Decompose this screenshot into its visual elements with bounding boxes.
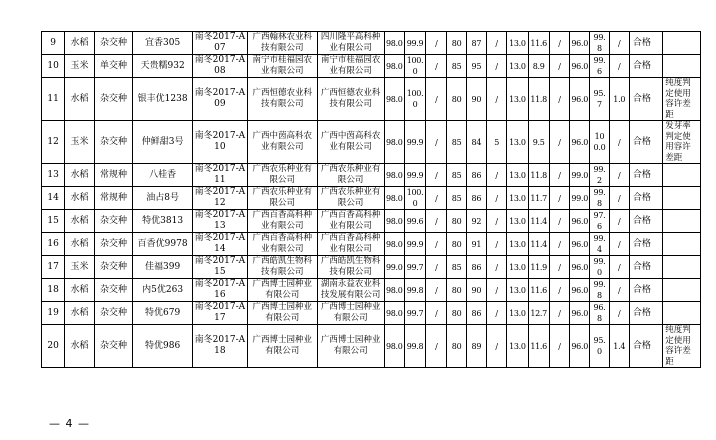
germination-standard-cell: 85 xyxy=(447,187,466,210)
applicant-cell: 广西博士园种业有限公司 xyxy=(247,279,317,302)
table-row xyxy=(42,210,701,233)
variety-name-cell: 特优3813 xyxy=(133,210,193,233)
variety-name-cell: 银丰优1238 xyxy=(133,78,193,121)
cleanliness-tolerance-cell: / xyxy=(609,233,629,256)
moisture-standard-cell: 13.0 xyxy=(507,302,528,325)
purity-standard-cell: 98.0 xyxy=(384,210,404,233)
purity-value-cell: 99.8 xyxy=(404,325,425,368)
applicant-cell: 南宁市桂福园农业有限公司 xyxy=(247,55,317,78)
remark-cell: 纯度判定使用容许差距 xyxy=(663,78,701,121)
sample-code-cell: 南冬2017-A15 xyxy=(193,256,248,279)
sample-code-cell: 南冬2017-A14 xyxy=(193,233,248,256)
purity-tolerance-cell: / xyxy=(426,55,447,78)
applicant-cell: 广西中茵高科农业有限公司 xyxy=(247,121,317,164)
moisture-value-cell: 11.8 xyxy=(528,78,549,121)
germination-tolerance-cell: / xyxy=(486,210,506,233)
purity-tolerance-cell: / xyxy=(426,32,447,55)
germination-standard-cell: 80 xyxy=(447,302,466,325)
cleanliness-tolerance-cell: / xyxy=(609,210,629,233)
producer-cell: 广西中茵高科农业有限公司 xyxy=(317,121,384,164)
cleanliness-value-cell: 99.8 xyxy=(590,279,609,302)
cleanliness-value-cell: 99.4 xyxy=(590,233,609,256)
purity-tolerance-cell: / xyxy=(426,256,447,279)
germination-tolerance-cell: / xyxy=(486,32,506,55)
cleanliness-standard-cell: 96.0 xyxy=(570,256,590,279)
variety-name-cell: 特优679 xyxy=(133,302,193,325)
row-number-cell: 16 xyxy=(42,233,65,256)
remark-cell xyxy=(663,233,701,256)
table-row xyxy=(42,256,701,279)
purity-standard-cell: 98.0 xyxy=(384,325,404,368)
table-row xyxy=(42,121,701,164)
row-number-cell: 19 xyxy=(42,302,65,325)
variety-name-cell: 八桂香 xyxy=(133,164,193,187)
applicant-cell: 广西农乐种业有限公司 xyxy=(247,187,317,210)
seed-type-cell: 杂交种 xyxy=(94,121,133,164)
cleanliness-value-cell: 100.0 xyxy=(590,121,609,164)
variety-name-cell: 仲鲜甜3号 xyxy=(133,121,193,164)
germination-value-cell: 89 xyxy=(466,325,486,368)
producer-cell: 南宁市桂福园农业有限公司 xyxy=(317,55,384,78)
germination-tolerance-cell: / xyxy=(486,187,506,210)
remark-cell xyxy=(663,279,701,302)
row-number-cell: 10 xyxy=(42,55,65,78)
applicant-cell: 广西博士园种业有限公司 xyxy=(247,325,317,368)
producer-cell: 湖南永益农业科技发展有限公司 xyxy=(317,279,384,302)
result-cell: 合格 xyxy=(629,187,662,210)
moisture-tolerance-cell: / xyxy=(549,256,569,279)
purity-standard-cell: 98.0 xyxy=(384,164,404,187)
crop-cell: 水稻 xyxy=(65,187,94,210)
remark-cell xyxy=(663,55,701,78)
crop-cell: 玉米 xyxy=(65,55,94,78)
crop-cell: 水稻 xyxy=(65,233,94,256)
germination-standard-cell: 80 xyxy=(447,210,466,233)
variety-name-cell: 宜香305 xyxy=(133,32,193,55)
moisture-value-cell: 11.8 xyxy=(528,164,549,187)
seed-type-cell: 杂交种 xyxy=(94,325,133,368)
table-row xyxy=(42,32,701,55)
cleanliness-standard-cell: 96.0 xyxy=(570,78,590,121)
germination-tolerance-cell: / xyxy=(486,279,506,302)
seed-type-cell: 杂交种 xyxy=(94,302,133,325)
cleanliness-tolerance-cell: / xyxy=(609,55,629,78)
seed-inspection-table xyxy=(41,31,701,368)
seed-type-cell: 常规种 xyxy=(94,187,133,210)
producer-cell: 广西博士园种业有限公司 xyxy=(317,302,384,325)
purity-tolerance-cell: / xyxy=(426,121,447,164)
moisture-tolerance-cell: / xyxy=(549,210,569,233)
variety-name-cell: 天贵糯932 xyxy=(133,55,193,78)
purity-value-cell: 100.0 xyxy=(404,187,425,210)
sample-code-cell: 南冬2017-A13 xyxy=(193,210,248,233)
germination-tolerance-cell: / xyxy=(486,233,506,256)
moisture-tolerance-cell: / xyxy=(549,302,569,325)
sample-code-cell: 南冬2017-A18 xyxy=(193,325,248,368)
cleanliness-value-cell: 95.0 xyxy=(590,325,609,368)
germination-value-cell: 86 xyxy=(466,302,486,325)
moisture-value-cell: 11.6 xyxy=(528,279,549,302)
variety-name-cell: 油占8号 xyxy=(133,187,193,210)
purity-standard-cell: 98.0 xyxy=(384,279,404,302)
germination-value-cell: 86 xyxy=(466,164,486,187)
cleanliness-tolerance-cell: 1.0 xyxy=(609,78,629,121)
row-number-cell: 18 xyxy=(42,279,65,302)
purity-tolerance-cell: / xyxy=(426,279,447,302)
moisture-value-cell: 11.9 xyxy=(528,256,549,279)
remark-cell xyxy=(663,256,701,279)
table-body xyxy=(42,32,701,368)
germination-value-cell: 91 xyxy=(466,233,486,256)
seed-type-cell: 杂交种 xyxy=(94,210,133,233)
applicant-cell: 广西农乐种业有限公司 xyxy=(247,164,317,187)
crop-cell: 水稻 xyxy=(65,325,94,368)
result-cell: 合格 xyxy=(629,256,662,279)
seed-type-cell: 杂交种 xyxy=(94,78,133,121)
applicant-cell: 广西恒德农业科技有限公司 xyxy=(247,78,317,121)
moisture-standard-cell: 13.0 xyxy=(507,233,528,256)
purity-tolerance-cell: / xyxy=(426,233,447,256)
purity-standard-cell: 98.0 xyxy=(384,233,404,256)
cleanliness-standard-cell: 99.0 xyxy=(570,187,590,210)
cleanliness-value-cell: 99.6 xyxy=(590,55,609,78)
producer-cell: 广西农乐种业有限公司 xyxy=(317,187,384,210)
moisture-tolerance-cell: / xyxy=(549,325,569,368)
cleanliness-tolerance-cell: / xyxy=(609,279,629,302)
sample-code-cell: 南冬2017-A08 xyxy=(193,55,248,78)
result-cell: 合格 xyxy=(629,279,662,302)
table-row xyxy=(42,78,701,121)
crop-cell: 水稻 xyxy=(65,210,94,233)
crop-cell: 水稻 xyxy=(65,164,94,187)
germination-tolerance-cell: / xyxy=(486,325,506,368)
remark-cell: 纯度判定使用容许差距 xyxy=(663,325,701,368)
applicant-cell: 广西皓凯生物科技有限公司 xyxy=(247,256,317,279)
producer-cell: 广西百香高科种业有限公司 xyxy=(317,233,384,256)
sample-code-cell: 南冬2017-A17 xyxy=(193,302,248,325)
moisture-value-cell: 12.7 xyxy=(528,302,549,325)
crop-cell: 水稻 xyxy=(65,279,94,302)
cleanliness-tolerance-cell: / xyxy=(609,32,629,55)
germination-standard-cell: 85 xyxy=(447,164,466,187)
result-cell: 合格 xyxy=(629,32,662,55)
purity-standard-cell: 98.0 xyxy=(384,121,404,164)
purity-tolerance-cell: / xyxy=(426,325,447,368)
seed-type-cell: 杂交种 xyxy=(94,32,133,55)
sample-code-cell: 南冬2017-A12 xyxy=(193,187,248,210)
row-number-cell: 15 xyxy=(42,210,65,233)
moisture-standard-cell: 13.0 xyxy=(507,256,528,279)
germination-tolerance-cell: / xyxy=(486,78,506,121)
row-number-cell: 17 xyxy=(42,256,65,279)
moisture-value-cell: 11.6 xyxy=(528,32,549,55)
moisture-standard-cell: 13.0 xyxy=(507,121,528,164)
purity-standard-cell: 99.0 xyxy=(384,256,404,279)
remark-cell xyxy=(663,210,701,233)
moisture-standard-cell: 13.0 xyxy=(507,55,528,78)
table-row xyxy=(42,233,701,256)
germination-tolerance-cell: / xyxy=(486,302,506,325)
cleanliness-value-cell: 99.0 xyxy=(590,256,609,279)
germination-standard-cell: 85 xyxy=(447,256,466,279)
moisture-standard-cell: 13.0 xyxy=(507,32,528,55)
moisture-tolerance-cell: / xyxy=(549,233,569,256)
moisture-tolerance-cell: / xyxy=(549,279,569,302)
variety-name-cell: 内5优263 xyxy=(133,279,193,302)
result-cell: 合格 xyxy=(629,325,662,368)
germination-standard-cell: 85 xyxy=(447,121,466,164)
cleanliness-standard-cell: 96.0 xyxy=(570,302,590,325)
sample-code-cell: 南冬2017-A16 xyxy=(193,279,248,302)
remark-cell xyxy=(663,32,701,55)
producer-cell: 广西农乐种业有限公司 xyxy=(317,164,384,187)
row-number-cell: 14 xyxy=(42,187,65,210)
germination-tolerance-cell: / xyxy=(486,164,506,187)
germination-value-cell: 90 xyxy=(466,279,486,302)
row-number-cell: 13 xyxy=(42,164,65,187)
purity-value-cell: 99.7 xyxy=(404,256,425,279)
germination-standard-cell: 80 xyxy=(447,233,466,256)
producer-cell: 四川隆平高科种业有限公司 xyxy=(317,32,384,55)
moisture-value-cell: 11.4 xyxy=(528,210,549,233)
result-cell: 合格 xyxy=(629,164,662,187)
moisture-value-cell: 11.6 xyxy=(528,325,549,368)
cleanliness-tolerance-cell: / xyxy=(609,187,629,210)
moisture-standard-cell: 13.0 xyxy=(507,78,528,121)
germination-standard-cell: 80 xyxy=(447,279,466,302)
sample-code-cell: 南冬2017-A10 xyxy=(193,121,248,164)
moisture-tolerance-cell: / xyxy=(549,187,569,210)
cleanliness-standard-cell: 96.0 xyxy=(570,55,590,78)
cleanliness-tolerance-cell: / xyxy=(609,121,629,164)
purity-value-cell: 100.0 xyxy=(404,78,425,121)
cleanliness-standard-cell: 96.0 xyxy=(570,233,590,256)
row-number-cell: 20 xyxy=(42,325,65,368)
germination-standard-cell: 80 xyxy=(447,32,466,55)
cleanliness-standard-cell: 99.0 xyxy=(570,164,590,187)
cleanliness-value-cell: 97.6 xyxy=(590,210,609,233)
germination-value-cell: 95 xyxy=(466,55,486,78)
producer-cell: 广西博士园种业有限公司 xyxy=(317,325,384,368)
moisture-tolerance-cell: / xyxy=(549,32,569,55)
row-number-cell: 9 xyxy=(42,32,65,55)
moisture-standard-cell: 13.0 xyxy=(507,164,528,187)
producer-cell: 广西百香高科种业有限公司 xyxy=(317,210,384,233)
moisture-value-cell: 8.9 xyxy=(528,55,549,78)
purity-value-cell: 99.9 xyxy=(404,233,425,256)
seed-type-cell: 杂交种 xyxy=(94,256,133,279)
cleanliness-value-cell: 99.8 xyxy=(590,187,609,210)
germination-value-cell: 86 xyxy=(466,187,486,210)
crop-cell: 玉米 xyxy=(65,121,94,164)
moisture-value-cell: 11.4 xyxy=(528,233,549,256)
cleanliness-standard-cell: 96.0 xyxy=(570,121,590,164)
germination-value-cell: 86 xyxy=(466,256,486,279)
purity-standard-cell: 98.0 xyxy=(384,55,404,78)
moisture-standard-cell: 13.0 xyxy=(507,279,528,302)
seed-type-cell: 杂交种 xyxy=(94,279,133,302)
applicant-cell: 广西百香高科种业有限公司 xyxy=(247,233,317,256)
remark-cell: 发芽率判定使用容许差距 xyxy=(663,121,701,164)
germination-tolerance-cell: 5 xyxy=(486,121,506,164)
result-cell: 合格 xyxy=(629,233,662,256)
variety-name-cell: 特优986 xyxy=(133,325,193,368)
cleanliness-standard-cell: 96.0 xyxy=(570,210,590,233)
result-cell: 合格 xyxy=(629,78,662,121)
germination-tolerance-cell: / xyxy=(486,256,506,279)
moisture-value-cell: 9.5 xyxy=(528,121,549,164)
sample-code-cell: 南冬2017-A09 xyxy=(193,78,248,121)
purity-standard-cell: 98.0 xyxy=(384,32,404,55)
table-row xyxy=(42,325,701,368)
cleanliness-value-cell: 99.8 xyxy=(590,32,609,55)
row-number-cell: 11 xyxy=(42,78,65,121)
germination-standard-cell: 80 xyxy=(447,325,466,368)
purity-tolerance-cell: / xyxy=(426,210,447,233)
purity-standard-cell: 98.0 xyxy=(384,78,404,121)
moisture-tolerance-cell: / xyxy=(549,164,569,187)
germination-standard-cell: 85 xyxy=(447,55,466,78)
purity-standard-cell: 98.0 xyxy=(384,187,404,210)
purity-value-cell: 99.9 xyxy=(404,32,425,55)
germination-value-cell: 90 xyxy=(466,78,486,121)
sample-code-cell: 南冬2017-A11 xyxy=(193,164,248,187)
germination-tolerance-cell: / xyxy=(486,55,506,78)
cleanliness-tolerance-cell: / xyxy=(609,302,629,325)
crop-cell: 水稻 xyxy=(65,32,94,55)
cleanliness-standard-cell: 96.0 xyxy=(570,32,590,55)
table-row xyxy=(42,55,701,78)
cleanliness-tolerance-cell: / xyxy=(609,256,629,279)
germination-value-cell: 84 xyxy=(466,121,486,164)
result-cell: 合格 xyxy=(629,55,662,78)
row-number-cell: 12 xyxy=(42,121,65,164)
cleanliness-value-cell: 95.7 xyxy=(590,78,609,121)
purity-value-cell: 99.8 xyxy=(404,279,425,302)
remark-cell xyxy=(663,164,701,187)
germination-standard-cell: 80 xyxy=(447,78,466,121)
purity-tolerance-cell: / xyxy=(426,302,447,325)
seed-type-cell: 杂交种 xyxy=(94,233,133,256)
result-cell: 合格 xyxy=(629,121,662,164)
cleanliness-standard-cell: 96.0 xyxy=(570,325,590,368)
cleanliness-tolerance-cell: / xyxy=(609,164,629,187)
seed-type-cell: 常规种 xyxy=(94,164,133,187)
table-row xyxy=(42,302,701,325)
applicant-cell: 广西百香高科种业有限公司 xyxy=(247,210,317,233)
remark-cell xyxy=(663,187,701,210)
variety-name-cell: 佳福399 xyxy=(133,256,193,279)
crop-cell: 玉米 xyxy=(65,256,94,279)
variety-name-cell: 百香优9978 xyxy=(133,233,193,256)
moisture-value-cell: 11.7 xyxy=(528,187,549,210)
table-row xyxy=(42,164,701,187)
crop-cell: 水稻 xyxy=(65,302,94,325)
table-row xyxy=(42,187,701,210)
crop-cell: 水稻 xyxy=(65,78,94,121)
producer-cell: 广西皓凯生物科技有限公司 xyxy=(317,256,384,279)
purity-value-cell: 99.9 xyxy=(404,164,425,187)
purity-value-cell: 100.0 xyxy=(404,55,425,78)
germination-value-cell: 87 xyxy=(466,32,486,55)
cleanliness-value-cell: 99.2 xyxy=(590,164,609,187)
moisture-standard-cell: 13.0 xyxy=(507,210,528,233)
page-number: — 4 — xyxy=(49,417,90,430)
table-row xyxy=(42,279,701,302)
sample-code-cell: 南冬2017-A07 xyxy=(193,32,248,55)
purity-tolerance-cell: / xyxy=(426,187,447,210)
moisture-tolerance-cell: / xyxy=(549,78,569,121)
purity-tolerance-cell: / xyxy=(426,164,447,187)
cleanliness-tolerance-cell: 1.4 xyxy=(609,325,629,368)
purity-standard-cell: 98.0 xyxy=(384,302,404,325)
moisture-tolerance-cell: / xyxy=(549,121,569,164)
moisture-standard-cell: 13.0 xyxy=(507,325,528,368)
moisture-tolerance-cell: / xyxy=(549,55,569,78)
purity-value-cell: 99.9 xyxy=(404,121,425,164)
purity-value-cell: 99.7 xyxy=(404,302,425,325)
seed-type-cell: 单交种 xyxy=(94,55,133,78)
moisture-standard-cell: 13.0 xyxy=(507,187,528,210)
cleanliness-standard-cell: 96.0 xyxy=(570,279,590,302)
result-cell: 合格 xyxy=(629,302,662,325)
remark-cell xyxy=(663,302,701,325)
cleanliness-value-cell: 96.8 xyxy=(590,302,609,325)
purity-tolerance-cell: / xyxy=(426,78,447,121)
applicant-cell: 广西博士园种业有限公司 xyxy=(247,302,317,325)
purity-value-cell: 99.6 xyxy=(404,210,425,233)
producer-cell: 广西恒德农业科技有限公司 xyxy=(317,78,384,121)
germination-value-cell: 92 xyxy=(466,210,486,233)
applicant-cell: 广西翰林农业科技有限公司 xyxy=(247,32,317,55)
result-cell: 合格 xyxy=(629,210,662,233)
